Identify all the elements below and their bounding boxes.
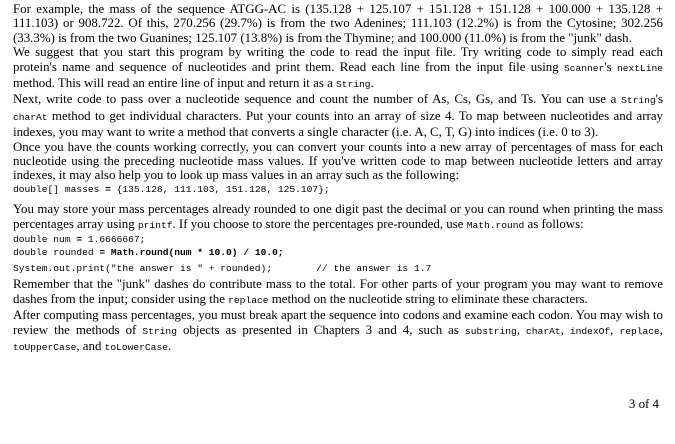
text: Remember that the "junk" dashes do contribute mass to the total. For other parts of your program you may want to remove dashes from the input; consider using the xyxy=(13,277,663,306)
text: . xyxy=(167,338,172,353)
paragraph-junk-dashes xyxy=(13,277,663,308)
paragraph-percentages: Once you have the counts working correctly, you can convert your counts into a new array of percentages of mass for each nucleotide using the preceding nucleotide mass values. If you've written code to map between nucleotide letters and array indexes, it may also help you to look up mass values in an array such as the following: xyxy=(13,139,663,183)
inline-code-replace: replace xyxy=(619,325,660,337)
code-line xyxy=(13,247,663,259)
text: as follows: xyxy=(524,216,584,231)
code-comment: // the answer is 1.7 xyxy=(316,262,432,274)
paragraph-count-nucleotides xyxy=(13,92,663,139)
paragraph-rounding xyxy=(13,202,663,233)
code-text: Math.round(num xyxy=(105,246,198,258)
code-text: double num xyxy=(13,234,77,246)
text: . xyxy=(370,76,374,91)
code-text: {135.128, 111.103, 151.128, 125.107}; xyxy=(110,183,330,195)
text: , xyxy=(610,322,620,337)
paragraph-mass-example: For example, the mass of the sequence ATGG-AC is (135.128 + 125.107 + 151.128 + 151.128 + 100.000 + 135.128 + 111.103) or 908.722. Of this, 270.256 (29.7%) is from the two Adenines; 111.103 (12.2%) is from the Cytosine; 302.256 (33.3%) is from the two Guanines; 125.107 (13.8%) is from the Thymine; and 100.000 (11.0%) is from the "junk" dash. xyxy=(13,2,663,45)
inline-code-scanner: Scanner xyxy=(563,62,605,74)
text: . If you choose to store the percentages pre-rounded, use xyxy=(172,216,467,231)
code-text: 1.6666667; xyxy=(82,234,146,246)
text: objects as presented in Chapters 3 and 4, such as xyxy=(176,322,465,337)
inline-code-string: String xyxy=(336,79,371,91)
inline-code-replace: replace xyxy=(228,294,269,306)
inline-code-string: String xyxy=(142,325,177,337)
paragraph-read-input xyxy=(13,45,663,92)
inline-code-charat: charAt xyxy=(526,325,561,337)
code-text: System.out.print("the answer is " + rounded); xyxy=(13,262,273,274)
code-line xyxy=(13,184,663,196)
text: method. This will read an entire line of input and return it as a xyxy=(13,76,337,91)
text: , xyxy=(659,322,663,337)
text: 's xyxy=(604,59,617,74)
inline-code-printf: printf xyxy=(137,219,173,231)
document-page xyxy=(13,2,663,355)
page-number: 3 of 4 xyxy=(628,397,659,411)
text: , and xyxy=(76,338,105,353)
code-operator: * xyxy=(197,246,204,258)
inline-code-substring: substring xyxy=(464,325,517,337)
code-operator: = xyxy=(76,234,83,246)
code-text: 10.0) / 10.0; xyxy=(203,246,284,258)
paragraph-codons xyxy=(13,308,663,355)
inline-code-touppercase: toUpperCase xyxy=(13,341,77,353)
inline-code-indexof: indexOf xyxy=(569,325,611,337)
inline-code-string: String xyxy=(621,95,656,107)
code-operator: = xyxy=(99,246,106,258)
code-block-rounding xyxy=(13,234,663,275)
text: , xyxy=(560,322,570,337)
text: method to get individual characters. Put your counts into an array of size 4. To map between nucleotides and array indexes, you may want to write a method that converts a single character (i.e. A, C, T, G) into indices (i.e. 0 to 3). xyxy=(13,108,663,140)
inline-code-charat: charAt xyxy=(13,111,48,123)
code-line xyxy=(13,234,663,246)
text: Next, write code to pass over a nucleotide sequence and count the number of As, Cs, Gs, and Ts. You can use a xyxy=(13,92,622,107)
inline-code-nextline: nextLine xyxy=(616,62,663,74)
code-text: double[] masses xyxy=(13,183,106,195)
inline-code-tolowercase: toLowerCase xyxy=(104,341,168,353)
text: We suggest that you start this program by writing the code to read the input file. Try writing code to simply read each protein's name and sequence of nucleotides and print them. Read each line from the input file using xyxy=(13,45,663,74)
text: , xyxy=(516,322,527,337)
text: After computing mass percentages, you must break apart the sequence into codons and examine each codon. You may wish to review the methods of xyxy=(13,308,663,337)
text: 's xyxy=(655,92,663,107)
code-line xyxy=(13,263,663,275)
text: You may store your mass percentages already rounded to one digit past the decimal or you can round when printing the mass percentages array using xyxy=(13,202,663,231)
inline-code-math-round: Math.round xyxy=(466,219,525,231)
code-text: double rounded xyxy=(13,246,100,258)
code-operator: = xyxy=(105,183,111,195)
code-block-masses xyxy=(13,184,663,196)
text: method on the nucleotide string to eliminate these characters. xyxy=(268,291,588,306)
